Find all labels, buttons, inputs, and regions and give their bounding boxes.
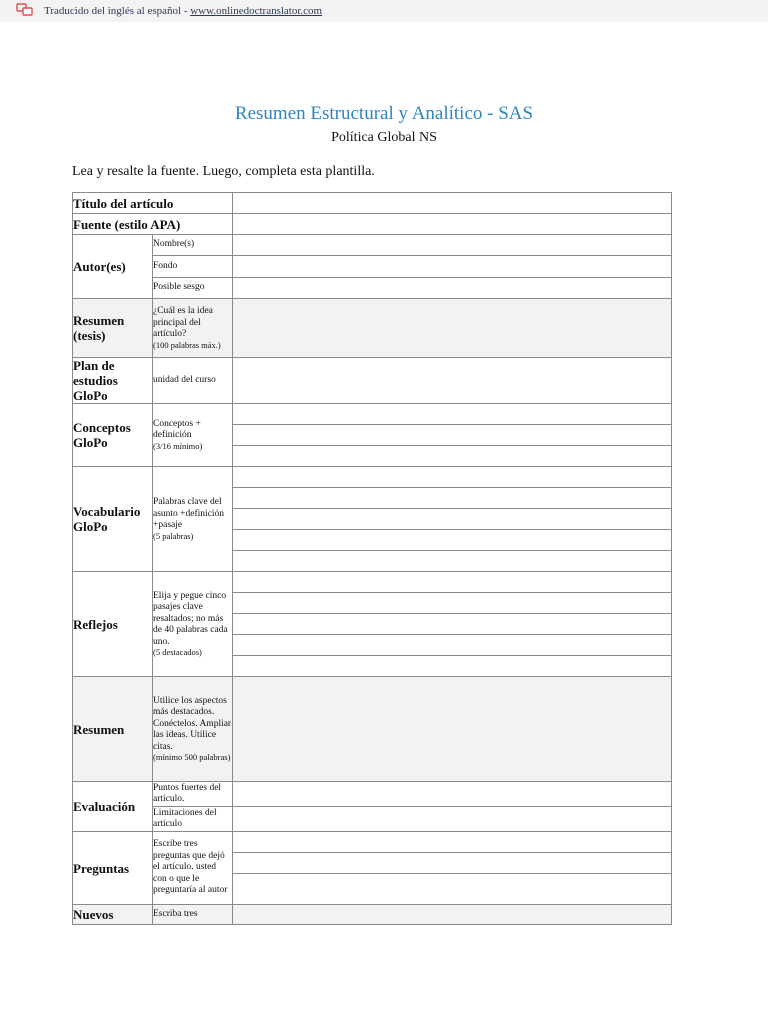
reflejos-note: (5 destacados) [153,647,202,657]
autor-sesgo-label: Posible sesgo [153,278,233,299]
intro-text: Lea y resalte la fuente. Luego, completa esta plantilla. [72,164,375,179]
row-autor-sesgo [73,278,672,299]
reflejos-field[interactable] [233,572,672,593]
resumen-label: Resumen [73,677,153,782]
conceptos-field[interactable] [233,425,672,446]
row-vocabulario-1 [73,467,672,488]
reflejos-field[interactable] [233,614,672,635]
vocabulario-prompt [153,467,233,572]
vocabulario-field[interactable] [233,488,672,509]
row-autor-fondo [73,256,672,278]
reflejos-field[interactable] [233,656,672,677]
row-titulo [73,193,672,214]
template-table [72,192,672,925]
row-conceptos-1 [73,404,672,425]
banner-text [44,5,322,17]
plan-label: Plan de estudios GloPo [73,358,153,404]
evaluacion-fuertes-label: Puntos fuertes del artículo. [153,782,233,807]
autor-nombre-field[interactable] [233,235,672,256]
preguntas-label: Preguntas [73,832,153,905]
conceptos-field[interactable] [233,446,672,467]
resumen-prompt [153,677,233,782]
vocabulario-field[interactable] [233,467,672,488]
evaluacion-limitaciones-label: Limitaciones del artículo [153,807,233,832]
resumen-note: (mínimo 500 palabras) [153,752,231,762]
resumen-tesis-prompt [153,299,233,358]
reflejos-label: Reflejos [73,572,153,677]
titulo-field[interactable] [233,193,672,214]
nuevos-prompt: Escriba tres [153,905,233,925]
translate-icon [16,3,34,17]
vocabulario-label: Vocabulario GloPo [73,467,153,572]
preguntas-field[interactable] [233,832,672,853]
resumen-field[interactable] [233,677,672,782]
resumen-tesis-field[interactable] [233,299,672,358]
titulo-label: Título del artículo [73,193,233,214]
resumen-tesis-note: (100 palabras máx.) [153,339,221,350]
row-reflejos-1 [73,572,672,593]
preguntas-field[interactable] [233,874,672,905]
vocabulario-note: (5 palabras) [153,530,194,541]
banner-prefix: Traducido del inglés al español - [44,5,191,17]
document-subtitle: Política Global NS [331,130,437,145]
evaluacion-fuertes-field[interactable] [233,782,672,807]
autor-nombre-label: Nombre(s) [153,235,233,256]
resumen-tesis-prompt-text: ¿Cuál es la idea principal del artículo? [153,306,213,339]
vocabulario-field[interactable] [233,509,672,530]
row-fuente [73,214,672,235]
nuevos-field[interactable] [233,905,672,925]
preguntas-field[interactable] [233,853,672,874]
row-resumen-tesis [73,299,672,358]
vocabulario-field[interactable] [233,530,672,551]
document-title: Resumen Estructural y Analítico - SAS [234,103,534,124]
conceptos-prompt [153,404,233,467]
autor-fondo-field[interactable] [233,256,672,278]
conceptos-label: Conceptos GloPo [73,404,153,467]
evaluacion-limitaciones-field[interactable] [233,807,672,832]
resumen-prompt-text: Utilice los aspectos más destacados. Conéctelos. Ampliar las ideas. Utilice citas. [153,695,232,752]
row-evaluacion-fuertes [73,782,672,807]
resumen-tesis-label: Resumen (tesis) [73,299,153,358]
evaluacion-label: Evaluación [73,782,153,832]
autor-fondo-label: Fondo [153,256,233,278]
conceptos-prompt-text: Conceptos + definición [153,418,201,441]
plan-field[interactable] [233,358,672,404]
reflejos-field[interactable] [233,635,672,656]
row-plan [73,358,672,404]
row-resumen [73,677,672,782]
nuevos-label: Nuevos [73,905,153,925]
reflejos-prompt [153,572,233,677]
plan-prompt: unidad del curso [153,358,233,404]
row-preguntas-1 [73,832,672,853]
conceptos-field[interactable] [233,404,672,425]
preguntas-prompt: Escribe tres preguntas que dejó el artículo. usted con o que le preguntaría al autor [153,832,233,905]
autor-sesgo-field[interactable] [233,278,672,299]
vocabulario-field[interactable] [233,551,672,572]
row-nuevos [73,905,672,925]
row-evaluacion-limitaciones [73,807,672,832]
reflejos-prompt-text: Elija y pegue cinco pasajes clave resaltados; no más de 40 palabras cada uno. [153,590,228,647]
autor-label: Autor(es) [73,235,153,299]
fuente-field[interactable] [233,214,672,235]
conceptos-note: (3/16 mínimo) [153,440,203,451]
reflejos-field[interactable] [233,593,672,614]
vocabulario-prompt-text: Palabras clave del asunto +definición +pasaje [153,497,225,530]
row-autor-nombre [73,235,672,256]
banner-link[interactable]: www.onlinedoctranslator.com [190,5,323,17]
fuente-label: Fuente (estilo APA) [73,214,233,235]
translation-banner [0,0,768,22]
